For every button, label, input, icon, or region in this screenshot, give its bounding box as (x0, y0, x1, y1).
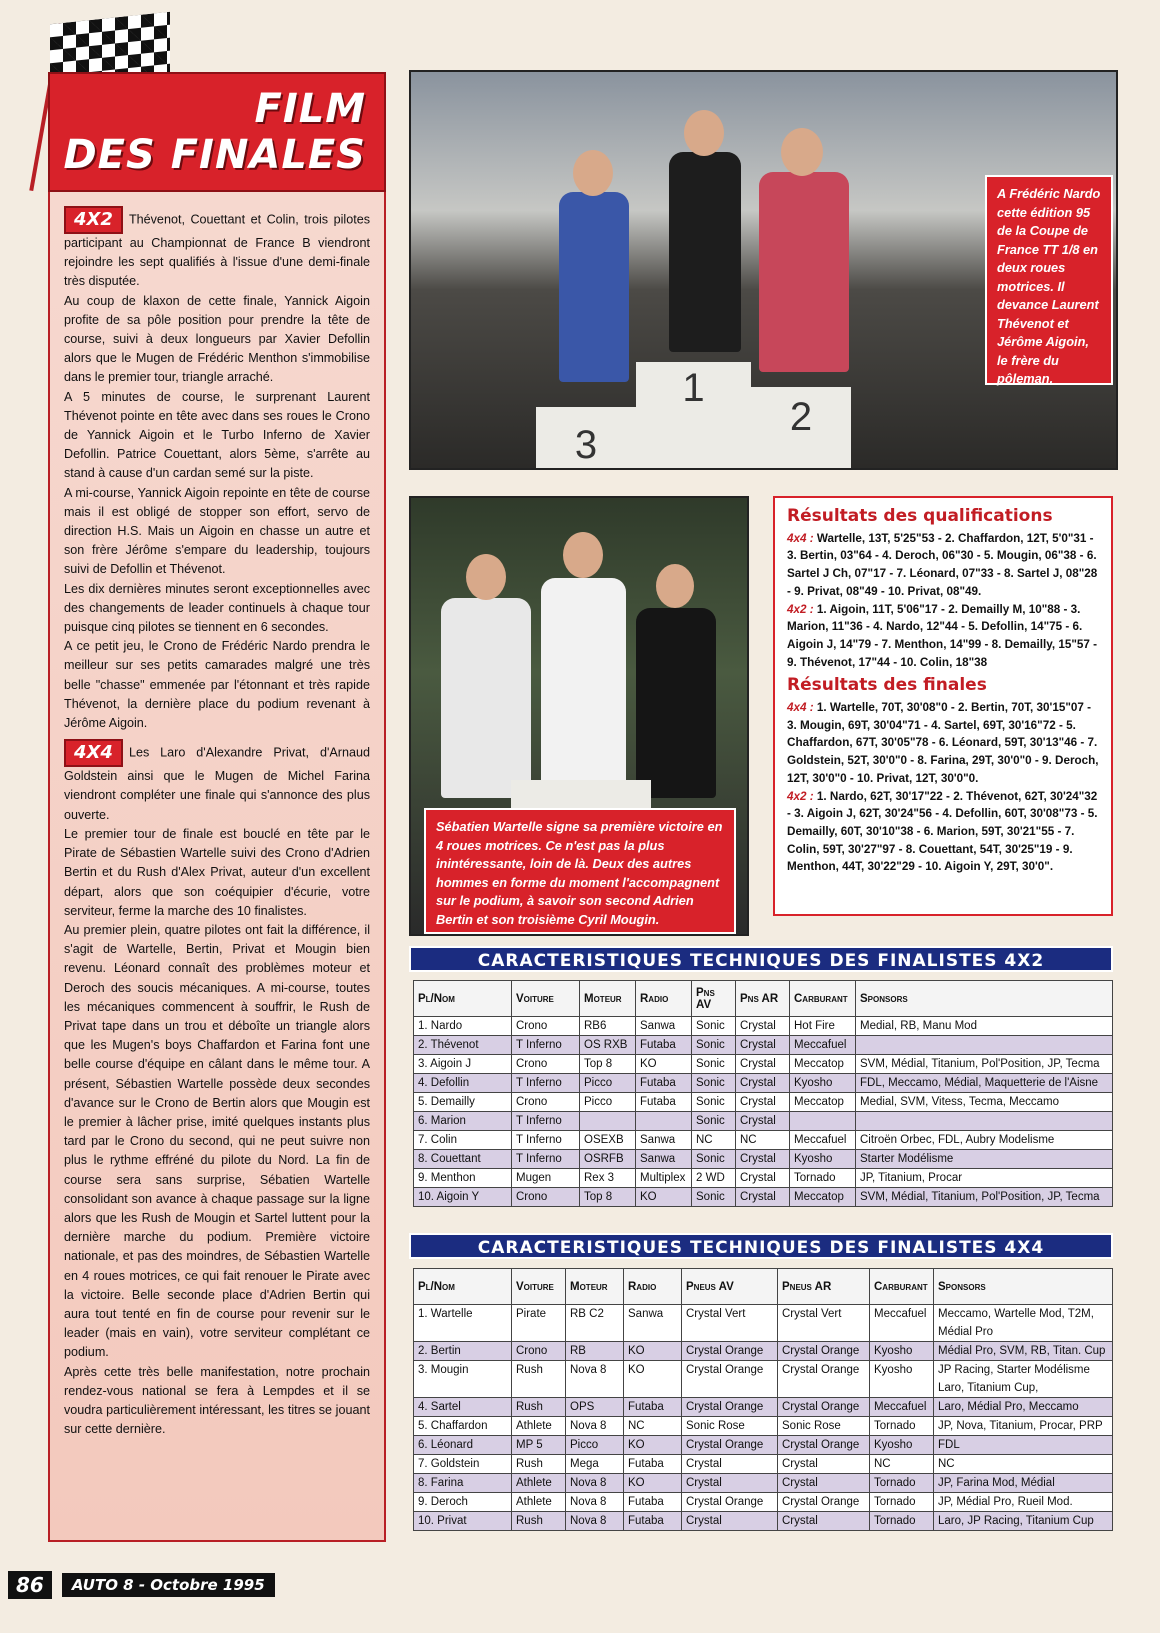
table-cell: Sonic (692, 1055, 736, 1074)
table-title-4x2: CARACTERISTIQUES TECHNIQUES DES FINALISTES 4X2 (409, 946, 1113, 972)
table-cell: FDL (934, 1436, 1113, 1455)
results-box (773, 496, 1113, 916)
table-cell: NC (692, 1131, 736, 1150)
table-row (414, 1436, 1113, 1455)
table-cell: KO (624, 1474, 682, 1493)
table-cell: Futaba (624, 1493, 682, 1512)
page-number: 86 (8, 1571, 52, 1599)
results-text: 1. Nardo, 62T, 30'17"22 - 2. Thévenot, 62T, 30'24"32 - 3. Aigoin J, 62T, 30'24"56 - 4. Defollin, 60T, 30'08"73 - 5. Demailly, 60T, 30'10"38 - 6. Marion, 59T, 30'21"55 - 7. Colin, 59T, 30'27"97 - 8. Couettant, 54T, 30'25"19 - 9. Menthon, 44T, 30'22"29 - 10. Aigoin Y, 29T, 30'0". (787, 789, 1098, 874)
person (541, 578, 626, 798)
table-cell: Nova 8 (566, 1493, 624, 1512)
table-cell: Starter Modélisme (856, 1150, 1113, 1169)
table-cell (580, 1112, 636, 1131)
table-cell: 8. Farina (414, 1474, 512, 1493)
table-cell (790, 1112, 856, 1131)
table-row (414, 1474, 1113, 1493)
person-head (573, 150, 613, 196)
table-row (414, 1150, 1113, 1169)
table-cell: Sanwa (636, 1017, 692, 1036)
table-cell: Crono (512, 1017, 580, 1036)
table-cell: 3. Mougin (414, 1361, 512, 1398)
finals-title: Résultats des finales (787, 675, 987, 696)
table-cell: Laro, Médial Pro, Meccamo (934, 1398, 1113, 1417)
table-cell: Crystal (736, 1188, 790, 1207)
column-header: Moteur (580, 981, 636, 1017)
column-header: Pl/Nom (414, 1269, 512, 1305)
table-cell: Crystal Orange (682, 1493, 778, 1512)
table-cell: 2 WD (692, 1169, 736, 1188)
table-cell: Kyosho (870, 1342, 934, 1361)
table-cell: 8. Couettant (414, 1150, 512, 1169)
table-cell: Crystal Orange (682, 1361, 778, 1398)
category-label: 4x4 : (787, 531, 814, 545)
paragraph: Au coup de klaxon de cette finale, Yannick Aigoin profite de sa pôle position pour prendre la tête de course, suivi à deux longueurs par Xavier Defollin alors que le Mugen de Frédéric Menthon s'immobilise dans le premier tour, triangle arraché. (64, 293, 370, 385)
table-cell: Meccafuel (870, 1305, 934, 1342)
table-cell: Crystal (736, 1036, 790, 1055)
table-cell: Athlete (512, 1493, 566, 1512)
table-row (414, 1455, 1113, 1474)
table-cell: Laro, JP Racing, Titanium Cup (934, 1512, 1113, 1531)
tech-table-4x2 (413, 980, 1113, 1207)
person-head (781, 128, 823, 176)
person-head (684, 110, 724, 156)
title-line-2: DES FINALES (63, 132, 366, 178)
podium-step-3: 3 (536, 407, 636, 470)
category-tag-4x2: 4X2 (64, 206, 123, 234)
table-cell: Citroën Orbec, FDL, Aubry Modelisme (856, 1131, 1113, 1150)
table-cell: 1. Wartelle (414, 1305, 512, 1342)
table-row (414, 1112, 1113, 1131)
table-cell: KO (636, 1055, 692, 1074)
column-header: Pns AR (736, 981, 790, 1017)
paragraph: Le premier tour de finale est bouclé en tête par le Pirate de Sébastien Wartelle suivi des Crono d'Adrien Bertin et du Rush d'Alex Privat, auteur d'un excellent départ, alors que son coéquipier d'écurie, votre serviteur, ferme la marche des 10 finalistes. (64, 826, 370, 918)
table-cell: Sonic (692, 1188, 736, 1207)
table-cell: SVM, Médial, Titanium, Pol'Position, JP, Tecma (856, 1055, 1113, 1074)
category-label: 4x2 : (787, 789, 814, 803)
table-cell: NC (934, 1455, 1113, 1474)
table-cell: Meccafuel (790, 1131, 856, 1150)
table-cell: Sonic Rose (778, 1417, 870, 1436)
table-cell: Sonic (692, 1112, 736, 1131)
table-cell: KO (624, 1342, 682, 1361)
table-cell: Tornado (870, 1512, 934, 1531)
table-cell: 4. Sartel (414, 1398, 512, 1417)
column-header: Pl/Nom (414, 981, 512, 1017)
table-cell: Kyosho (870, 1361, 934, 1398)
table-cell: Crystal (778, 1455, 870, 1474)
section-title (48, 72, 386, 192)
table-cell: JP, Nova, Titanium, Procar, PRP (934, 1417, 1113, 1436)
table-cell: Top 8 (580, 1055, 636, 1074)
table-cell: Crono (512, 1055, 580, 1074)
table-cell: Mugen (512, 1169, 580, 1188)
tech-table-4x4 (413, 1268, 1113, 1531)
table-cell: Meccafuel (870, 1398, 934, 1417)
article-column (48, 192, 386, 1542)
table-row (414, 1017, 1113, 1036)
title-line-1: FILM (254, 86, 366, 132)
table-cell: OSRFB (580, 1150, 636, 1169)
table-row (414, 1305, 1113, 1342)
table-cell: Crystal (682, 1455, 778, 1474)
table-cell: Meccatop (790, 1055, 856, 1074)
qualifications-4x2 (787, 601, 1099, 672)
column-header: Sponsors (934, 1269, 1113, 1305)
photo-caption-2: Sébatien Wartelle signe sa première victoire en 4 roues motrices. Ce n'est pas la plus inintéressante, loin de là. Deux des autres hommes en forme du moment l'accompagnent sur le podium, à savoir son second Adrien Bertin et son troisième Cyril Mougin. (424, 808, 736, 934)
results-text: Wartelle, 13T, 5'25"53 - 2. Chaffardon, 12T, 5'0"31 - 3. Bertin, 03"64 - 4. Deroch, 06"30 - 5. Mougin, 06"38 - 6. Sartel J Ch, 07"17 - 7. Léonard, 07"33 - 8. Sartel J, 08"28 - 9. Privat, 08"49 - 10. Privat, 08"49. (787, 531, 1098, 598)
table-cell: KO (636, 1188, 692, 1207)
table-cell: Nova 8 (566, 1512, 624, 1531)
table-cell: Top 8 (580, 1188, 636, 1207)
table-cell: Meccatop (790, 1188, 856, 1207)
category-label: 4x2 : (787, 602, 814, 616)
table-cell: Sonic (692, 1150, 736, 1169)
table-title-4x4: CARACTERISTIQUES TECHNIQUES DES FINALISTES 4X4 (409, 1233, 1113, 1259)
table-row (414, 1493, 1113, 1512)
person (636, 608, 716, 798)
table-cell: Crystal (778, 1474, 870, 1493)
table-cell: 6. Marion (414, 1112, 512, 1131)
table-cell (636, 1112, 692, 1131)
table-cell: Futaba (624, 1455, 682, 1474)
table-cell: JP, Titanium, Procar (856, 1169, 1113, 1188)
table-cell: JP Racing, Starter Modélisme Laro, Titanium Cup, (934, 1361, 1113, 1398)
table-cell: Pirate (512, 1305, 566, 1342)
table-cell: Médial Pro, SVM, RB, Titan. Cup (934, 1342, 1113, 1361)
table-cell (856, 1036, 1113, 1055)
column-header: Pneus AR (778, 1269, 870, 1305)
table-cell: OS RXB (580, 1036, 636, 1055)
person-head (466, 554, 506, 600)
paragraph-text: Thévenot, Couettant et Colin, trois pilotes participant au Championnat de France B viendront rejoindre les sept qualifiés à l'issue d'une demi-finale très disputée. (64, 212, 370, 289)
table-cell: NC (870, 1455, 934, 1474)
finals-4x2 (787, 788, 1099, 877)
table-cell: 5. Chaffardon (414, 1417, 512, 1436)
table-row (414, 1093, 1113, 1112)
podium-step-2: 2 (751, 387, 851, 470)
table-cell: 10. Privat (414, 1512, 512, 1531)
table-cell: RB C2 (566, 1305, 624, 1342)
person (559, 192, 629, 382)
table-cell: Crystal (736, 1017, 790, 1036)
table-cell: Crystal Orange (778, 1361, 870, 1398)
table-cell (856, 1112, 1113, 1131)
table-cell: T Inferno (512, 1131, 580, 1150)
table-cell: NC (736, 1131, 790, 1150)
table-cell: Tornado (870, 1493, 934, 1512)
results-text: 1. Wartelle, 70T, 30'08"0 - 2. Bertin, 70T, 30'15"07 - 3. Mougin, 69T, 30'04"71 - 4. Sartel, 69T, 30'16"72 - 5. Chaffardon, 67T, 30'05"78 - 6. Léonard, 59T, 30'13"46 - 7. Goldstein, 52T, 30'0"0 - 8. Farina, 29T, 30'0"0 - 9. Deroch, 12T, 30'0"0 - 10. Privat, 12T, 30'0"0. (787, 701, 1099, 785)
table-cell: Crystal (736, 1150, 790, 1169)
table-row (414, 1342, 1113, 1361)
table-cell: RB6 (580, 1017, 636, 1036)
person-head (563, 532, 603, 578)
table-cell: Crystal Orange (682, 1436, 778, 1455)
table-cell: Crystal Vert (778, 1305, 870, 1342)
table-cell: Medial, SVM, Vitess, Tecma, Meccamo (856, 1093, 1113, 1112)
table-cell: 2. Thévenot (414, 1036, 512, 1055)
paragraph: A mi-course, Yannick Aigoin repointe en tête de course mais il est obligé de stopper son effort, servo de direction H.S. Mais un Aigoin en chasse un autre et son frère Jérôme s'empare du leadership, toujours suivi de Defollin et Thévenot. (64, 485, 370, 577)
table-cell: Tornado (870, 1474, 934, 1493)
table-cell: Rush (512, 1398, 566, 1417)
table-cell: Rush (512, 1361, 566, 1398)
finals-4x4 (787, 699, 1099, 788)
column-header: Radio (624, 1269, 682, 1305)
table-cell: Crystal (682, 1474, 778, 1493)
table-cell: MP 5 (512, 1436, 566, 1455)
table-cell: Crystal Orange (778, 1398, 870, 1417)
person (669, 152, 741, 352)
table-row (414, 1188, 1113, 1207)
table-cell: Sanwa (624, 1305, 682, 1342)
paragraph: Après cette très belle manifestation, notre prochain rendez-vous national se fera à Lempdes et il se voudra particulièrement intéressant, les titres se jouant sur cette dernière. (64, 1364, 370, 1437)
table-cell: Futaba (636, 1074, 692, 1093)
category-label: 4x4 : (787, 701, 814, 715)
podium-step-1: 1 (636, 362, 751, 470)
table-cell: Medial, RB, Manu Mod (856, 1017, 1113, 1036)
table-cell: JP, Farina Mod, Médial (934, 1474, 1113, 1493)
table-cell: 10. Aigoin Y (414, 1188, 512, 1207)
table-cell: Athlete (512, 1474, 566, 1493)
table-cell: Crystal (736, 1055, 790, 1074)
table-cell: T Inferno (512, 1112, 580, 1131)
table-cell: SVM, Médial, Titanium, Pol'Position, JP, Tecma (856, 1188, 1113, 1207)
page-footer (8, 1568, 275, 1602)
table-cell: 9. Deroch (414, 1493, 512, 1512)
table-cell: Nova 8 (566, 1474, 624, 1493)
table-cell: RB (566, 1342, 624, 1361)
paragraph: A ce petit jeu, le Crono de Frédéric Nardo prendra le meilleur sur ses petits camarades malgré une très belle "chasse" emmenée par l'étonnant et très rapide Thévenot, la dernière place du podium revenant à Jérôme Aigoin. (64, 639, 370, 731)
table-cell: JP, Médial Pro, Rueil Mod. (934, 1493, 1113, 1512)
table-cell: Kyosho (790, 1074, 856, 1093)
table-cell: Sanwa (636, 1150, 692, 1169)
table-header-row (414, 981, 1113, 1017)
table-cell: 9. Menthon (414, 1169, 512, 1188)
column-header: Radio (636, 981, 692, 1017)
table-cell: KO (624, 1361, 682, 1398)
table-cell: Sonic (692, 1074, 736, 1093)
table-cell: Crystal Orange (682, 1398, 778, 1417)
qualifications-title: Résultats des qualifications (787, 506, 1053, 526)
table-cell: Crono (512, 1093, 580, 1112)
column-header: Pns AV (692, 981, 736, 1017)
paragraph: A 5 minutes de course, le surprenant Laurent Thévenot pointe en tête avec dans ses roues le Crono de Yannick Aigoin et le Turbo Inferno de Xavier Defollin. Patrice Couettant, alors 5ème, s'arrête au stand à cause d'un cardan semé sur la piste. (64, 389, 370, 481)
table-cell: Picco (566, 1436, 624, 1455)
paragraph-4x4-intro (64, 739, 370, 825)
table-cell: Nova 8 (566, 1417, 624, 1436)
table-cell: Meccatop (790, 1093, 856, 1112)
table-row (414, 1361, 1113, 1398)
qualifications-4x4 (787, 530, 1099, 601)
table-cell: Rex 3 (580, 1169, 636, 1188)
table-cell: 5. Demailly (414, 1093, 512, 1112)
table-row (414, 1131, 1113, 1150)
table-cell: 1. Nardo (414, 1017, 512, 1036)
table-row (414, 1036, 1113, 1055)
person-head (656, 564, 694, 608)
table-header-row (414, 1269, 1113, 1305)
table-cell: Crystal (736, 1093, 790, 1112)
table-cell: KO (624, 1436, 682, 1455)
table-cell: Athlete (512, 1417, 566, 1436)
table-cell: Kyosho (790, 1150, 856, 1169)
column-header: Voiture (512, 981, 580, 1017)
table-cell: 3. Aigoin J (414, 1055, 512, 1074)
table-cell: Meccafuel (790, 1036, 856, 1055)
table-cell: Crystal (682, 1512, 778, 1531)
table-cell: 6. Léonard (414, 1436, 512, 1455)
table-cell: Futaba (636, 1036, 692, 1055)
paragraph-text: Les Laro d'Alexandre Privat, d'Arnaud Goldstein ainsi que le Mugen de Michel Farina viendront compléter une finale qui s'annonce des plus ouverte. (64, 745, 370, 822)
table-cell: Crystal (778, 1512, 870, 1531)
table-cell: T Inferno (512, 1036, 580, 1055)
table-cell: FDL, Meccamo, Médial, Maquetterie de l'Aisne (856, 1074, 1113, 1093)
table-cell: T Inferno (512, 1074, 580, 1093)
table-row (414, 1169, 1113, 1188)
table-cell: OPS (566, 1398, 624, 1417)
table-cell: Sonic Rose (682, 1417, 778, 1436)
table-row (414, 1398, 1113, 1417)
paragraph-4x2-intro (64, 206, 370, 292)
table-cell: Meccamo, Wartelle Mod, T2M, Médial Pro (934, 1305, 1113, 1342)
table-cell: Crono (512, 1342, 566, 1361)
column-header: Moteur (566, 1269, 624, 1305)
table-cell: Futaba (624, 1512, 682, 1531)
table-cell: Multiplex (636, 1169, 692, 1188)
table-cell: Kyosho (870, 1436, 934, 1455)
table-cell: Sonic (692, 1093, 736, 1112)
paragraph: Au premier plein, quatre pilotes ont fait la différence, il s'agit de Wartelle, Bertin, Privat et Mougin bien revenu. Léonard connaît des problèmes moteur et Deroch des soucis mécaniques. A mi-course, toutes les mécaniques commencent à souffrir, le Rush de Privat tape dans un trou et déboîte un triangle alors que les Mugen's boys Chaffardon et Farina font une belle course d'équipe en câlant dans le même tour. A présent, Sébastien Wartelle possède deux secondes d'avance sur le Crono de Bertin alors que Mougin est le premier à lâcher prise, imité quelques instants plus tard par le Crono du second, qui ne peut suivre non plus le rythme effréné du pilote du Nord. La fin de course sera sans surprise, Sébatien Wartelle consolidant son avance à chaque passage sur la ligne alors que les Rush de Mougin et Sartel luttent pour la dernière marche du podium. Première victoire nationale, et pas des moindres, de Sébastien Wartelle en 4 roues motrices, ce qui fait renouer le Pirate avec la victoire. Belle seconde place d'Adrien Bertin qui aura tout tenté en fin de course pour revenir sur le leader (mais en vain), votre serviteur complétant ce podium. (64, 922, 370, 1360)
column-header: Carburant (790, 981, 856, 1017)
table-cell: Crystal Vert (682, 1305, 778, 1342)
table-cell: Crystal Orange (778, 1493, 870, 1512)
table-cell: Crystal (736, 1074, 790, 1093)
column-header: Sponsors (856, 981, 1113, 1017)
table-cell: 4. Defollin (414, 1074, 512, 1093)
table-row (414, 1512, 1113, 1531)
table-cell: Sanwa (636, 1131, 692, 1150)
table-cell: Futaba (624, 1398, 682, 1417)
table-row (414, 1417, 1113, 1436)
table-cell: Tornado (790, 1169, 856, 1188)
table-cell: Crystal Orange (682, 1342, 778, 1361)
table-cell: Crystal Orange (778, 1342, 870, 1361)
table-cell: Futaba (636, 1093, 692, 1112)
column-header: Voiture (512, 1269, 566, 1305)
table-cell: 7. Goldstein (414, 1455, 512, 1474)
paragraph: Les dix dernières minutes seront exceptionnelles avec des changements de leader continuels à chaque tour puisque cinq pilotes se tiennent en 6 secondes. (64, 581, 370, 635)
table-row (414, 1074, 1113, 1093)
table-cell: Tornado (870, 1417, 934, 1436)
table-cell: Rush (512, 1512, 566, 1531)
table-cell: Crono (512, 1188, 580, 1207)
table-cell: 2. Bertin (414, 1342, 512, 1361)
table-cell: Sonic (692, 1036, 736, 1055)
table-cell: Crystal (736, 1169, 790, 1188)
table-cell: T Inferno (512, 1150, 580, 1169)
table-cell: Sonic (692, 1017, 736, 1036)
table-cell: Picco (580, 1074, 636, 1093)
table-cell: Picco (580, 1093, 636, 1112)
table-row (414, 1055, 1113, 1074)
table-cell: Rush (512, 1455, 566, 1474)
table-cell: Crystal Orange (778, 1436, 870, 1455)
table-cell: 7. Colin (414, 1131, 512, 1150)
person (441, 598, 531, 798)
table-cell: Hot Fire (790, 1017, 856, 1036)
results-text: 1. Aigoin, 11T, 5'06"17 - 2. Demailly M, 10"88 - 3. Marion, 11"36 - 4. Nardo, 12"44 - 5. Defollin, 14"75 - 6. Aigoin J, 14"79 - 7. Menthon, 14"99 - 8. Demailly, 15"57 - 9. Thévenot, 17"44 - 10. Colin, 18"38 (787, 602, 1097, 669)
table-cell: Mega (566, 1455, 624, 1474)
magazine-issue: AUTO 8 - Octobre 1995 (62, 1573, 275, 1597)
photo-caption-1: A Frédéric Nardo cette édition 95 de la Coupe de France TT 1/8 en deux roues motrices. Il devance Laurent Thévenot et Jérôme Aigoin, le frère du pôleman. (985, 175, 1113, 385)
person (759, 172, 849, 372)
column-header: Pneus AV (682, 1269, 778, 1305)
table-cell: Nova 8 (566, 1361, 624, 1398)
table-cell: Crystal (736, 1112, 790, 1131)
column-header: Carburant (870, 1269, 934, 1305)
table-cell: OSEXB (580, 1131, 636, 1150)
table-cell: NC (624, 1417, 682, 1436)
category-tag-4x4: 4X4 (64, 739, 123, 767)
